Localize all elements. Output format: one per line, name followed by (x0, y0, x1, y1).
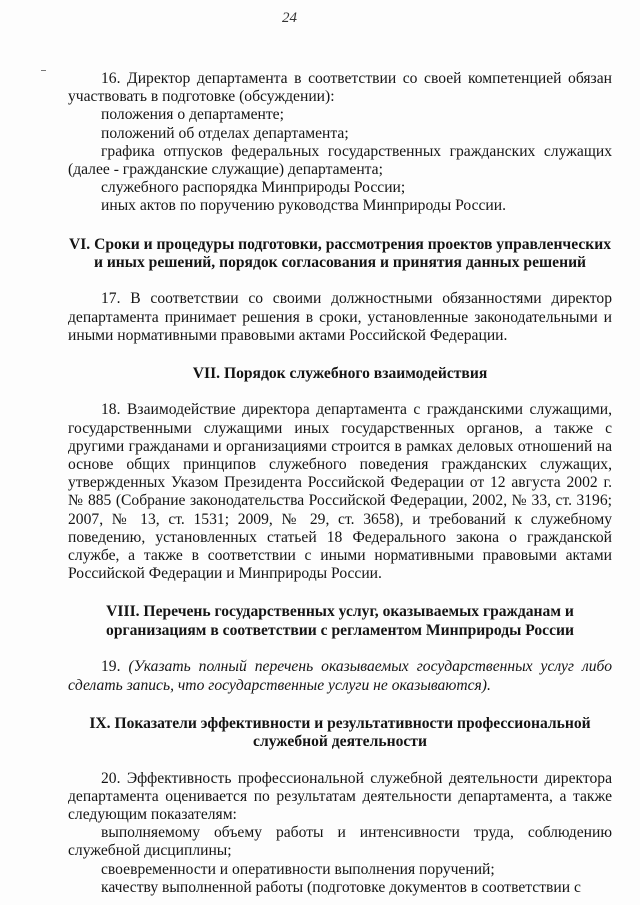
paragraph-19-text: (Указать полный перечень оказываемых государственных услуг либо сделать запись, что государственные услуги не оказываются). (68, 658, 612, 694)
paragraph-16-item: иных актов по поручению руководства Минприроды России. (101, 197, 507, 215)
paragraph-16-item: положения о департаменте; (101, 106, 284, 124)
paragraph-18: 18. Взаимодействие директора департамента с гражданскими служащими, государственными служащими иных государственных органов, а также с другими гражданами и организациями строится в рамках деловых отношений на основе общих принципов служебного поведения гражданских служащих, утвержденных Указом Президента Российской Федерации от 12 августа 2002 г. № 885 (Собрание законодательства Российской Федерации, 2002, № 33, ст. 3196; 2007, № 13, ст. 1531; 2009, № 29, ст. 3658), и требований к служебному поведению, установленных статьей 18 Федерального закона о гражданской службе, а также в соответствии с иными нормативными правовыми актами Российской Федерации и Минприроды России. (68, 401, 612, 583)
paragraph-20-item: качеству выполненной работы (подготовке документов в соответствии с (101, 878, 581, 896)
paragraph-16-intro: 16. Директор департамента в соответствии со своей компетенцией обязан участвовать в подготовке (обсуждении): (68, 70, 612, 106)
paragraph-19-number: 19. (101, 658, 129, 676)
paragraph-17: 17. В соответствии со своими должностными обязанностями директор департамента принимает решения в сроки, установленные законодательными и иными нормативными правовыми актами Российской Федерации. (68, 290, 612, 344)
paragraph-19 (68, 658, 612, 694)
paragraph-20-item: выполняемому объему работы и интенсивности труда, соблюдению служебной дисциплины; (68, 824, 612, 860)
paragraph-16-item: графика отпусков федеральных государственных гражданских служащих (далее - гражданские служащие) департамента; (68, 142, 612, 179)
margin-mark (41, 70, 46, 71)
section-heading-ix: IX. Показатели эффективности и результативности профессиональной служебной деятельности (89, 714, 591, 751)
paragraph-16-item: положений об отделах департамента; (101, 124, 349, 142)
page-number: 24 (282, 10, 297, 26)
paragraph-20-item: своевременности и оперативности выполнения поручений; (101, 860, 495, 878)
paragraph-16-item: служебного распорядка Минприроды России; (101, 179, 406, 197)
section-heading-vii: VII. Порядок служебного взаимодействия (192, 365, 488, 383)
paragraph-20-intro: 20. Эффективность профессиональной служебной деятельности директора департамента оценивается по результатам деятельности департамента, а также следующим показателям: (68, 769, 612, 823)
section-heading-viii: VIII. Перечень государственных услуг, оказываемых гражданам и организациям в соответствии с регламентом Минприроды России (106, 603, 574, 639)
document-body (68, 70, 612, 897)
section-heading-vi: VI. Сроки и процедуры подготовки, рассмотрения проектов управленческих и иных решений, порядок согласования и принятия данных решений (68, 235, 612, 272)
